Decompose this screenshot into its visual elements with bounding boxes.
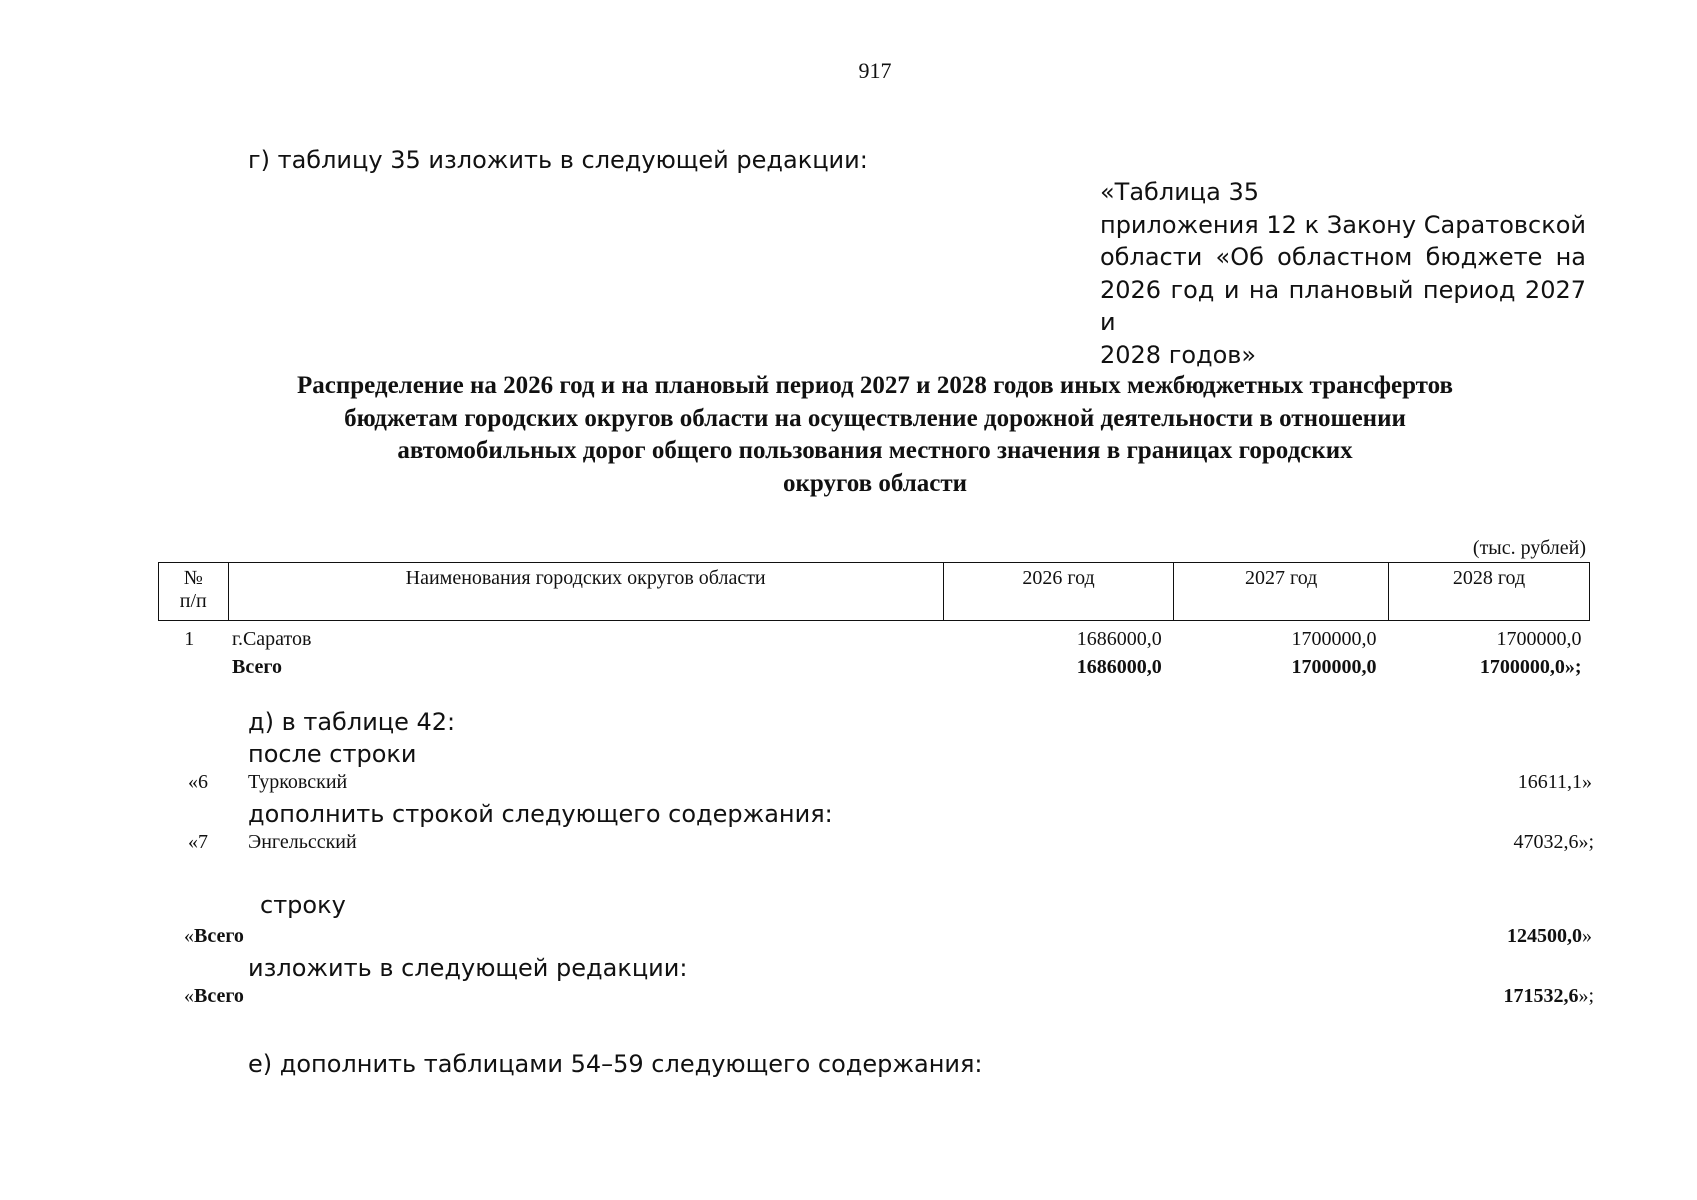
row-value-2027: 1700000,0 xyxy=(1291,627,1377,650)
page-number: 917 xyxy=(858,58,892,83)
col-header-number xyxy=(159,563,229,621)
table-35-header-block xyxy=(1100,176,1586,371)
title-line: Распределение на 2026 год и на плановый период 2027 и 2028 годов иных межбюджетных трансфертов xyxy=(296,372,1454,399)
old-total-close-quote: » xyxy=(1582,925,1592,947)
table-35-caption: «Таблица 35 xyxy=(1100,178,1259,206)
title-line: округов области xyxy=(782,469,968,497)
section-e-paragraph: е) дополнить таблицами 54–59 следующего содержания: xyxy=(248,1050,983,1078)
old-total-open-quote: « xyxy=(184,925,194,947)
total-number-empty xyxy=(159,653,229,681)
title-line: бюджетам городских округов области на осуществление дорожной деятельности в отношении xyxy=(344,404,1406,432)
table-35-caption-line: области «Об областном бюджете на xyxy=(1100,243,1586,271)
budget-table xyxy=(158,562,1590,681)
section-d-row-word: строку xyxy=(260,891,346,919)
section-d-intro: д) в таблице 42: xyxy=(248,708,456,736)
old-total-value-line xyxy=(1507,925,1592,948)
total-label: Всего xyxy=(232,655,282,678)
new-total-value-line xyxy=(1503,985,1594,1008)
total-value-2027: 1700000,0 xyxy=(1291,655,1377,678)
new-total-value: 171532,6 xyxy=(1503,985,1579,1007)
document-title xyxy=(150,370,1600,500)
old-total-label: Всего xyxy=(194,925,244,947)
row-6-value: 16611,1» xyxy=(1517,771,1592,793)
total-value-2028: 1700000,0»; xyxy=(1479,655,1582,678)
col-header-2027: 2027 год xyxy=(1174,563,1389,621)
table-total-row xyxy=(159,653,1590,681)
units-note: (тыс. рублей) xyxy=(1472,537,1586,559)
row-value-2028: 1700000,0 xyxy=(1496,627,1582,650)
col-header-number-line: № xyxy=(183,567,203,589)
title-line: автомобильных дорог общего пользования местного значения в границах городских xyxy=(397,437,1353,464)
row-7-value: 47032,6»; xyxy=(1513,831,1594,853)
row-value-2026: 1686000,0 xyxy=(1076,627,1162,650)
new-total-open-quote: « xyxy=(184,985,194,1007)
old-total-value: 124500,0 xyxy=(1507,925,1582,947)
table-header-row xyxy=(159,563,1590,621)
section-d-restate: изложить в следующей редакции: xyxy=(248,954,688,982)
table-35-caption-line: приложения 12 к Закону Саратовской xyxy=(1100,210,1586,239)
intro-paragraph-g: г) таблицу 35 изложить в следующей редакции: xyxy=(248,146,868,174)
row-number: 1 xyxy=(184,627,195,650)
table-row xyxy=(159,621,1590,654)
col-header-name: Наименования городских округов области xyxy=(228,563,943,621)
section-d-add-row: дополнить строкой следующего содержания: xyxy=(248,800,833,828)
table-35-caption-line: 2026 год и на плановый период 2027 и xyxy=(1100,275,1586,336)
old-total-line xyxy=(184,925,244,948)
new-total-label: Всего xyxy=(194,985,244,1007)
total-value-2026: 1686000,0 xyxy=(1076,655,1162,678)
table-35-caption-line: 2028 годов» xyxy=(1100,340,1257,369)
section-d-after-row: после строки xyxy=(248,740,417,768)
new-total-line xyxy=(184,985,244,1008)
row-6-number: «6 xyxy=(188,771,208,793)
new-total-close-quote: »; xyxy=(1578,985,1594,1007)
row-6-name: Турковский xyxy=(248,771,348,793)
row-name: г.Саратов xyxy=(232,627,312,650)
col-header-2028: 2028 год xyxy=(1388,563,1589,621)
col-header-number-line: п/п xyxy=(179,590,207,612)
col-header-2026: 2026 год xyxy=(943,563,1174,621)
row-7-number: «7 xyxy=(188,831,208,853)
row-7-name: Энгельсский xyxy=(248,831,357,853)
